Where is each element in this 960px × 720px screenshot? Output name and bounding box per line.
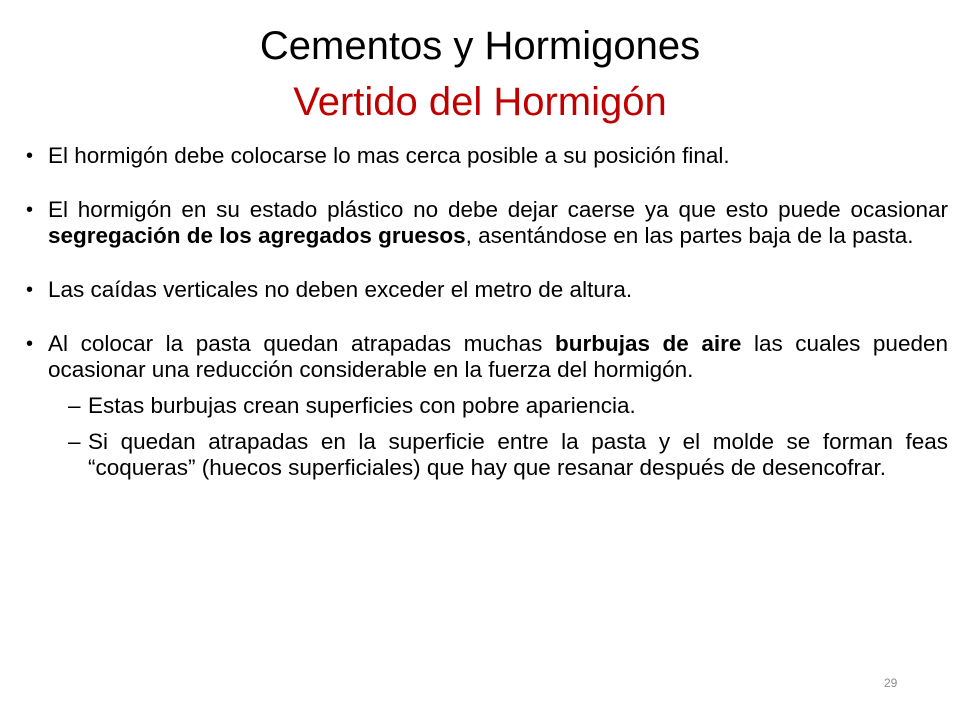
slide-subtitle: Vertido del Hormigón [293, 80, 667, 124]
bullet-item-2 [26, 197, 948, 249]
bullet-text: , asentándose en las partes baja de la pasta. [465, 223, 914, 248]
page-number: 29 [884, 676, 898, 690]
title-block [48, 18, 912, 130]
bullet-dot: • [26, 279, 34, 301]
sub-text: Si quedan atrapadas en la superficie entre la pasta y el molde se forman feas “coqueras” (huecos superficiales) que hay que resanar después de desencofrar. [88, 429, 948, 480]
bullet-bold-text: segregación de los agregados gruesos [48, 223, 466, 248]
sub-item-2 [26, 429, 948, 481]
sub-text: Estas burbujas crean superficies con pobre apariencia. [88, 393, 636, 418]
bullet-text: Al colocar la pasta quedan atrapadas muchas [48, 331, 555, 356]
bullet-text: las cuales pueden ocasionar una reducción considerable en la fuerza del hormigón. [48, 331, 948, 382]
sub-item-1 [26, 393, 948, 419]
bullet-dot: • [26, 333, 34, 355]
bullet-dot: • [26, 145, 34, 167]
bullet-item-4 [26, 331, 948, 383]
sub-dash: – [68, 393, 81, 418]
bullet-text: El hormigón debe colocarse lo mas cerca posible a su posición final. [48, 143, 730, 168]
bullet-item-3 [26, 277, 948, 303]
bullet-dot: • [26, 199, 34, 221]
slide-title: Cementos y Hormigones [259, 24, 701, 68]
bullet-bold-text: burbujas de aire [554, 331, 742, 356]
bullet-text: Las caídas verticales no deben exceder el metro de altura. [48, 277, 633, 302]
bullet-item-1 [26, 143, 948, 169]
bullet-list [26, 143, 948, 481]
sub-dash: – [68, 429, 81, 454]
bullet-text: El hormigón en su estado plástico no debe dejar caerse ya que esto puede ocasionar [48, 197, 948, 222]
